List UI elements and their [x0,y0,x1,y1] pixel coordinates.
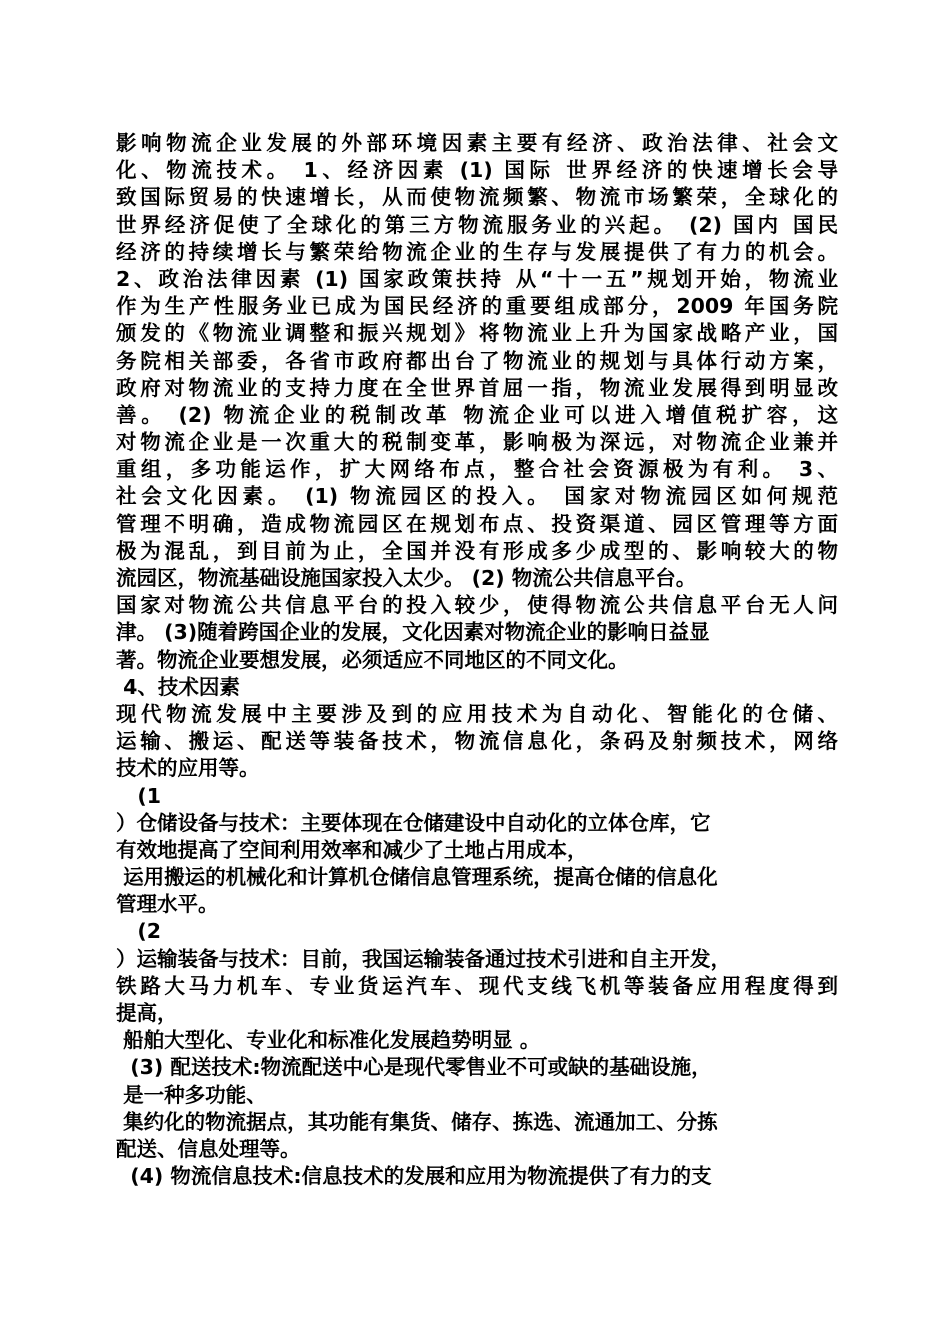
text-line: 善。 (2) 物流企业的税制改革 物流企业可以进入增值税扩容，这 [116,402,838,427]
text-line: 提高， [116,1001,178,1025]
text-line: 极为混乱，到目前为止，全国并没有形成多少成型的、影响较大的物 [116,538,838,563]
text-line: 集约化的物流据点，其功能有集货、储存、拣选、流通加工、分拣 [116,1109,718,1134]
section-heading: 4、技术因素 [116,674,240,699]
document-body [116,130,838,1190]
text-line: 经济的持续增长与繁荣给物流企业的生存与发展提供了有力的机会。 [116,239,838,264]
text-line: (3) 配送技术:物流配送中心是现代零售业不可或缺的基础设施， [116,1055,712,1080]
text-line: 对物流企业是一次重大的税制变革，影响极为深远，对物流企业兼并 [116,430,838,455]
text-line: ）仓储设备与技术：主要体现在仓储建设中自动化的立体仓库，它 [116,810,711,835]
text-line: 是一种多功能、 [116,1082,267,1107]
text-line: 作为生产性服务业已成为国民经济的重要组成部分，2009 年国务院 [116,294,838,319]
text-line: 配送、信息处理等。 [116,1136,301,1161]
text-line: 政府对物流业的支持力度在全世界首屈一指，物流业发展得到明显改 [116,375,838,400]
text-line: (4) 物流信息技术:信息技术的发展和应用为物流提供了有力的支 [116,1164,712,1189]
text-line: 颁发的《物流业调整和振兴规划》将物流业上升为国家战略产业，国 [116,321,838,346]
text-line: 船舶大型化、专业化和标准化发展趋势明显 。 [116,1028,541,1053]
text-line: 致国际贸易的快速增长，从而使物流频繁、物流市场繁荣，全球化的 [116,185,838,210]
text-line: 2、政治法律因素 (1) 国家政策扶持 从“十一五”规划开始，物流业 [116,266,838,291]
text-line: 世界经济促使了全球化的第三方物流服务业的兴起。 (2) 国内 国民 [116,212,838,237]
text-line: 社会文化因素。 (1) 物流园区的投入。 国家对物流园区如何规范 [116,484,838,509]
text-line: 务院相关部委，各省市政府都出台了物流业的规划与具体行动方案， [116,348,838,373]
text-line: (2 [116,919,162,944]
text-line: 津。 (3)随着跨国企业的发展，文化因素对物流企业的影响日益显 [116,620,710,645]
text-line: (1 [116,783,162,808]
text-line: 运输、搬运、配送等装备技术，物流信息化，条码及射频技术，网络 [116,729,838,754]
text-line: 管理水平。 [116,892,219,917]
text-line: 运用搬运的机械化和计算机仓储信息管理系统，提高仓储的信息化 [116,865,718,890]
text-line: ）运输装备与技术：目前，我国运输装备通过技术引进和自主开发， [116,946,731,971]
text-line: 管理不明确，造成物流园区在规划布点、投资渠道、园区管理等方面 [116,511,838,536]
text-line: 著。物流企业要想发展，必须适应不同地区的不同文化。 [116,647,629,672]
text-line: 铁路大马力机车、专业货运汽车、现代支线飞机等装备应用程度得到 [116,973,838,998]
text-line: 流园区，物流基础设施国家投入太少。 (2) 物流公共信息平台。 [116,566,697,590]
text-line: 影响物流企业发展的外部环境因素主要有经济、政治法律、社会文 [116,131,838,155]
text-line: 技术的应用等。 [116,756,260,781]
text-line: 重组，多功能运作，扩大网络布点，整合社会资源极为有利。 3、 [116,457,838,482]
text-line: 现代物流发展中主要涉及到的应用技术为自动化、智能化的仓储、 [116,701,838,726]
text-line: 有效地提高了空间利用效率和减少了土地占用成本， [116,837,588,862]
text-line: 化、物流技术。 1、经济因素 (1) 国际 世界经济的快速增长会导 [116,158,838,183]
text-line: 国家对物流公共信息平台的投入较少，使得物流公共信息平台无人问 [116,593,838,618]
